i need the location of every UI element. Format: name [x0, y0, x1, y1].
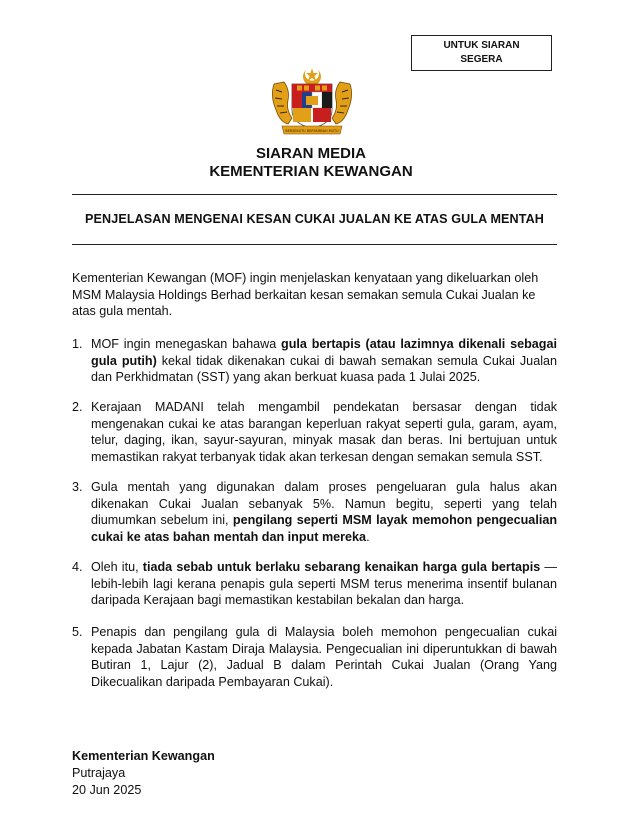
release-line-2: SEGERA [460, 54, 503, 65]
paragraph-text: Penapis dan pengilang gula di Malaysia boleh memohon pengecualian cukai kepada Jabatan Kastam Diraja Malaysia. Pengecualian ini diperuntukkan di bawah Butiran 1, Lajur (2), Jadual B dalam Perintah Cukai Jualan (Orang Yang Dikecualikan daripada Pembayaran Cukai). [91, 625, 557, 689]
signature-organization: Kementerian Kewangan [72, 749, 215, 763]
subject-heading: PENJELASAN MENGENAI KESAN CUKAI JUALAN KE ATAS GULA MENTAH [85, 212, 544, 226]
release-status-box [411, 35, 552, 71]
paragraph-number: 2. [72, 400, 83, 414]
paragraph-text-end: . [366, 529, 370, 544]
divider-top [72, 194, 557, 195]
page-title: SIARAN MEDIA [255, 145, 366, 162]
numbered-paragraph [72, 559, 557, 609]
signature-date: 20 Jun 2025 [72, 783, 142, 797]
paragraph-number: 5. [72, 625, 83, 639]
paragraph-text: MOF ingin menegaskan bahawa [91, 337, 282, 351]
paragraph-number: 1. [72, 337, 83, 351]
paragraph-emphasis: tiada sebab untuk berlaku sebarang kenaikan harga gula bertapis [142, 560, 541, 574]
paragraph-text-end: kekal tidak dikenakan cukai di bawah semakan semula Cukai Jualan dan Perkhidmatan (SST) yang akan berkuat kuasa pada 1 Julai 2025. [91, 353, 557, 384]
paragraph-text: Oleh itu, [91, 560, 143, 574]
numbered-paragraph [72, 479, 557, 545]
divider-bottom [72, 244, 557, 245]
paragraph-text: Kerajaan MADANI telah mengambil pendekatan bersasar dengan tidak mengenakan cukai ke atas barangan keperluan rakyat seperti gula, garam, ayam, telur, daging, ikan, sayur-sayuran, minyak masak dan beras. Ini bertujuan untuk memastikan rakyat terbanyak tidak akan terkesan dengan semakan semula SST. [91, 400, 557, 464]
numbered-paragraph [72, 399, 557, 465]
malaysia-coat-of-arms-icon [268, 66, 356, 138]
crest-motto: BERSEKUTU BERTAMBAH MUTU [285, 129, 339, 133]
ministry-name: KEMENTERIAN KEWANGAN [209, 163, 413, 180]
release-line-1: UNTUK SIARAN [443, 40, 520, 51]
paragraph-text-end: — lebih-lebih lagi kerana penapis gula seperti MSM terus menerima insentif bulanan daripada Kerajaan bagi memastikan kestabilan bekalan dan harga. [91, 560, 557, 607]
signature-place: Putrajaya [72, 766, 126, 780]
numbered-paragraph [72, 336, 557, 386]
paragraph-number: 4. [72, 560, 83, 574]
paragraph-emphasis: gula bertapis (atau lazimnya dikenali sebagai gula putih) [91, 337, 557, 368]
paragraph-number: 3. [72, 480, 83, 494]
numbered-paragraph [72, 624, 557, 690]
intro-paragraph: Kementerian Kewangan (MOF) ingin menjelaskan kenyataan yang dikeluarkan oleh MSM Malaysia Holdings Berhad berkaitan kesan semakan semula Cukai Jualan ke atas gula mentah. [72, 271, 539, 318]
paragraph-text: Gula mentah yang digunakan dalam proses pengeluaran gula halus akan dikenakan Cukai Jualan sebanyak 5%. Namun begitu, seperti yang telah diumumkan sebelum ini, [91, 480, 557, 527]
paragraph-emphasis: pengilang seperti MSM layak memohon pengecualian cukai ke atas bahan mentah dan input mereka [91, 513, 558, 544]
